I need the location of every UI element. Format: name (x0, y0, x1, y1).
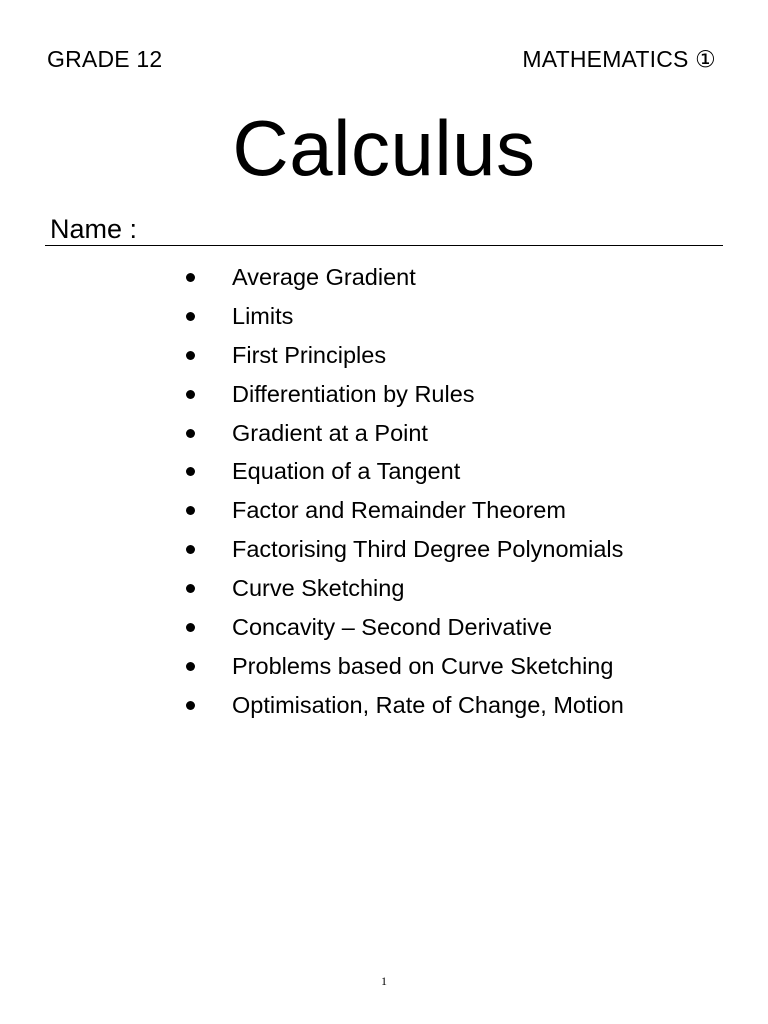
bullet-icon (186, 623, 195, 632)
topic-text: First Principles (232, 341, 387, 368)
name-field (45, 214, 723, 246)
bullet-icon (186, 584, 195, 593)
page-number: 1 (381, 974, 387, 988)
topic-text: Concavity – Second Derivative (232, 614, 553, 641)
topic-text: Gradient at a Point (232, 419, 428, 446)
bullet-icon (186, 467, 195, 476)
bullet-icon (186, 506, 195, 515)
bullet-icon (186, 662, 195, 671)
topic-text: Optimisation, Rate of Change, Motion (232, 691, 624, 718)
topic-text: Factor and Remainder Theorem (232, 497, 566, 524)
topic-text: Equation of a Tangent (232, 458, 461, 485)
topic-text: Average Gradient (232, 264, 416, 290)
topic-text: Limits (232, 302, 294, 329)
topic-text: Problems based on Curve Sketching (232, 652, 614, 679)
bullet-icon (186, 390, 195, 399)
topic-text: Curve Sketching (232, 575, 405, 602)
subject-label: MATHEMATICS ① (522, 46, 716, 72)
name-label: Name : (50, 214, 138, 244)
bullet-icon (186, 312, 195, 321)
page-title: Calculus (232, 104, 536, 192)
bullet-icon (186, 429, 195, 438)
bullet-icon (186, 545, 195, 554)
topic-text: Differentiation by Rules (232, 380, 475, 407)
topic-text: Factorising Third Degree Polynomials (232, 536, 624, 563)
bullet-icon (186, 701, 195, 710)
bullet-icon (186, 351, 195, 360)
bullet-icon (186, 273, 195, 282)
grade-label: GRADE 12 (47, 46, 163, 72)
